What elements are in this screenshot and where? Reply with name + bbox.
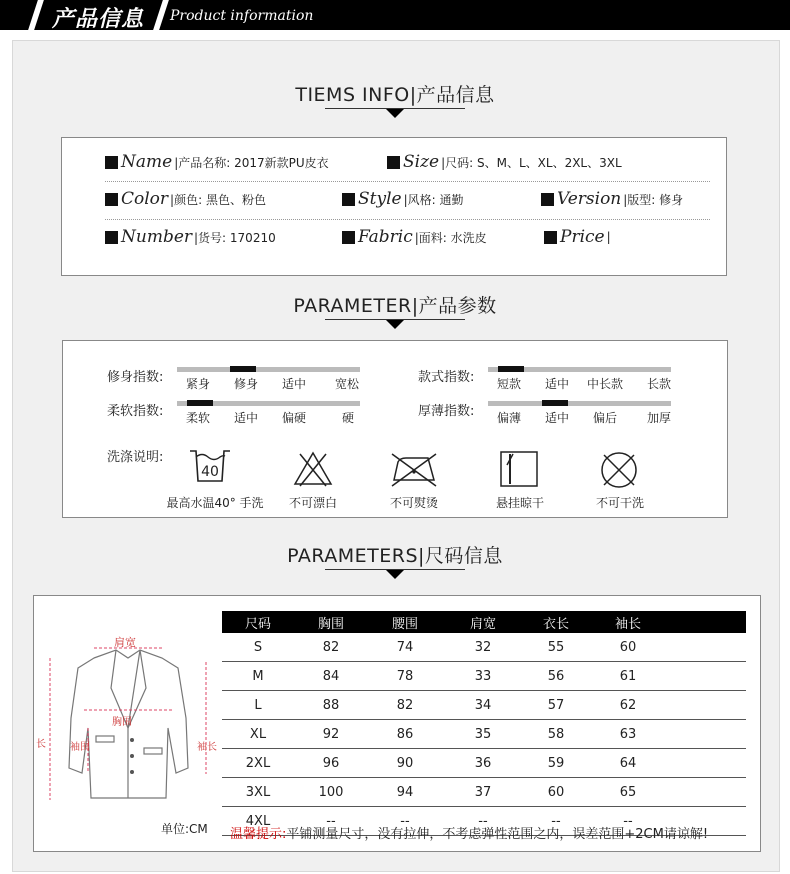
line-dry-icon [498,449,540,489]
wash-label-no-dry-clean: 不可干洗 [595,496,644,510]
column-header: 肩宽 [442,611,524,633]
wash-temp-text: 40 [201,464,219,480]
heading-arrow-icon [386,109,404,118]
softness-tick: 硬 [342,411,355,425]
diagram-length-label: 长 [36,739,46,750]
bullet-square-icon [105,156,118,169]
table-row: L 88 82 34 57 62 [222,691,746,720]
warm-tip [230,823,708,842]
diagram-bust-label: 胸围 [112,717,132,728]
style-tick: 中长款 [587,377,624,391]
fit-tick: 宽松 [335,377,360,391]
column-header: 袖长 [588,611,668,633]
thickness-tick: 适中 [545,411,570,425]
diagram-sleeve-circ-label: 袖围 [70,742,90,753]
banner-strip [316,0,790,30]
warm-tip-text: 平铺测量尺寸，没有拉伸，不考虑弹性范围之内，误差范围+2CM请谅解! [286,827,709,842]
banner-title: 产品信息 [52,7,145,32]
heading-arrow-icon [386,320,404,329]
table-row: 2XL 96 90 36 59 64 [222,749,746,778]
column-header: 胸围 [294,611,368,633]
hand-wash-40-icon [188,447,232,487]
thickness-tick: 加厚 [647,411,672,425]
fit-tick: 适中 [282,377,307,391]
fit-tick: 修身 [234,377,259,391]
bullet-square-icon [342,231,355,244]
thickness-tick: 偏薄 [497,411,522,425]
table-row: M 84 78 33 56 61 [222,662,746,691]
section-heading-params: PARAMETER|产品参数 [293,295,497,317]
column-header: 衣长 [524,611,588,633]
table-row: 3XL 100 94 37 60 65 [222,778,746,807]
bullet-square-icon [544,231,557,244]
style-tick: 适中 [545,377,570,391]
no-dry-clean-icon [598,450,640,490]
info-size: Size |尺码: S、M、L、XL、2XL、3XL [387,152,622,172]
no-bleach-icon [292,450,334,488]
style-tick: 长款 [647,377,672,391]
info-color: Color |颜色: 黑色、粉色 [105,189,266,209]
bullet-square-icon [387,156,400,169]
info-name: Name |产品名称: 2017新款PU皮衣 [105,152,329,172]
info-price: Price | [544,227,611,247]
heading-arrow-icon [386,570,404,579]
size-table [222,611,746,836]
softness-index-bar [177,401,360,406]
table-row: XL 92 86 35 58 63 [222,720,746,749]
thickness-tick: 偏后 [593,411,618,425]
style-index-bar [488,367,671,372]
style-tick: 短款 [497,377,522,391]
column-header: 腰围 [368,611,442,633]
softness-index-label: 柔软指数: [107,404,164,419]
diagram-sleeve-length-label: 袖长 [197,742,217,753]
column-header: 尺码 [222,611,294,633]
softness-index-marker [187,400,213,406]
wash-label-no-bleach: 不可漂白 [288,496,337,510]
fit-index-bar [177,367,360,372]
thickness-index-bar [488,401,671,406]
section-heading-info: TIEMS INFO|产品信息 [295,84,495,106]
table-header-row [222,611,746,633]
wash-label-handwash: 最高水温40° 手洗 [166,496,264,510]
table-row: 4XL -- -- -- -- -- [222,807,746,836]
fit-index-marker [230,366,256,372]
style-index-label: 款式指数: [418,370,475,385]
bullet-square-icon [105,231,118,244]
no-iron-icon [388,450,440,490]
info-style: Style |风格: 通勤 [342,189,464,209]
unit-label: 单位:CM [161,822,208,836]
header-banner [0,0,790,30]
thickness-index-label: 厚薄指数: [418,404,475,419]
fit-index-label: 修身指数: [107,370,164,385]
info-fabric: Fabric |面料: 水洗皮 [342,227,487,247]
softness-tick: 柔软 [186,411,211,425]
softness-tick: 偏硬 [282,411,307,425]
info-version: Version |版型: 修身 [541,189,683,209]
softness-tick: 适中 [234,411,259,425]
bullet-square-icon [105,193,118,206]
warm-tip-label: 温馨提示: [230,827,287,842]
table-row: S 82 74 32 55 60 [222,633,746,662]
style-index-marker [498,366,524,372]
section-heading-size: PARAMETERS|尺码信息 [287,545,503,567]
wash-label: 洗涤说明: [107,450,164,465]
diagram-shoulder-label: 肩宽 [114,636,136,649]
fit-tick: 紧身 [186,377,211,391]
banner-subtitle: Product information [170,8,314,24]
bullet-square-icon [541,193,554,206]
wash-label-line-dry: 悬挂晾干 [495,496,544,510]
info-number: Number |货号: 170210 [105,227,276,247]
bullet-square-icon [342,193,355,206]
wash-label-no-iron: 不可熨烫 [389,496,438,510]
thickness-index-marker [542,400,568,406]
